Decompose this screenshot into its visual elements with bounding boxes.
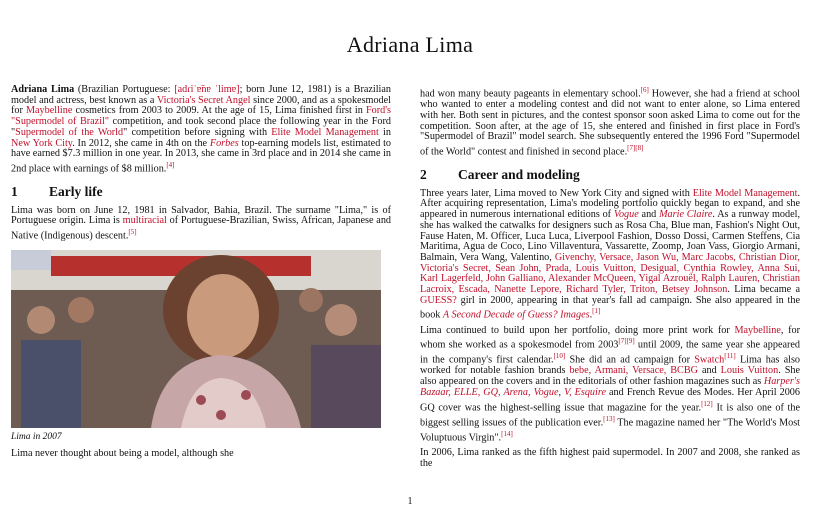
p2-text-1: Three years later, Lima moved to New York City and signed with [420,187,693,199]
intro-text-4: cosmetics from 2003 to 2009. At the age of 15, Lima finished first in [72,105,366,117]
citation[interactable]: [11] [724,352,736,361]
p3-text-2: , for whom she worked as a spokesmodel from 2003 [420,324,800,351]
link-louis-vuitton[interactable]: Louis Vuitton [720,365,779,377]
citation[interactable]: [13] [603,414,615,423]
p2-text-6: girl in 2000, appearing in that year's fall ad campaign. She also appeared in the book [420,294,800,321]
link-marie-claire[interactable]: Marie Claire [659,209,713,221]
section-number: 2 [420,167,427,182]
career-paragraph-1 [420,189,800,322]
citation[interactable]: [1] [592,307,601,316]
citation[interactable]: [7][8] [627,143,644,152]
p3-text-8: , [558,386,565,398]
link-v-esquire[interactable]: V, Esquire [564,386,606,398]
link-multiracial[interactable]: multiracial [122,215,167,227]
p3-text-10: It is also one of the biggest selling issues of the publication ever. [420,401,800,429]
citation[interactable]: [14] [501,429,513,438]
right-column [420,85,800,473]
citation[interactable]: [10] [553,352,566,361]
photo-adriana-lima [11,250,381,428]
intro-text-6: " competition before signing with [123,126,272,138]
citation[interactable]: [7][9] [618,337,635,346]
link-elite[interactable]: Elite Model Management [692,187,798,199]
link-swatch[interactable]: Swatch [694,354,725,366]
career-paragraph-3: In 2006, Lima ranked as the fifth highest paid supermodel. In 2007 and 2008, she ranked as the [420,446,800,469]
citation[interactable]: [12] [701,399,713,408]
intro-text-1: (Brazilian Portuguese: [74,84,175,95]
photo-illustration [11,250,381,428]
link-guess[interactable]: GUESS? [420,294,457,306]
link-victorias-secret-angel[interactable]: Victoria's Secret Angel [156,94,251,106]
p3-text-6: and [698,365,721,377]
section-number: 1 [11,184,18,200]
link-maybelline-2[interactable]: Maybelline [734,324,781,336]
early-life-paragraph [11,206,391,243]
early-text-2: of Portuguese-Brazilian, Swiss, African, Japanese and Native (Indigenous) descent. [11,215,392,242]
early-text-1: Lima was born on June 12, 1981 in Salvador, Bahia, Brazil. The surname "Lima," is of Portuguese origin. Lima is [11,204,391,227]
link-second-decade[interactable]: A Second Decade of Guess? Images [442,309,590,321]
citation[interactable]: [5] [128,228,137,237]
p3-text-5: Lima has also worked for notable fashion brands [420,354,801,377]
career-paragraph-2 [420,326,800,444]
left-column [11,85,391,464]
p1-text-2: However, she had a friend at school who wanted to enter a modeling contest and did not want to enter alone, so Lima entered with her. Both sent in pictures, and the contest sponsor soon asked Lima to come out for the competition. Soon after, at the age of 15, she entered and finished in first place in Ford's "Supermodel of Brazil" model search. She subsequently entered the 1996 Ford "Supermodel of the World" contest and finished in second place. [420,88,800,158]
link-brands[interactable]: bebe, Armani, Versace, BCBG [569,365,699,377]
intro-text-7: in [378,126,391,138]
p2-text-5: . Lima became a [727,284,800,296]
intro-text-8: . In 2012, she came in 4th on the [72,137,210,149]
section-title: Early life [49,184,103,200]
photo-caption: Lima in 2007 [11,432,62,443]
left-last-line: Lima never thought about being a model, although she [11,447,234,459]
section-title: Career and modeling [458,167,580,182]
intro-text-2: ; born June 12, 1981) is a Brazilian model and actress, best known as a [11,84,391,106]
intro-text-3: since 2000, and as a spokesmodel for [11,94,392,117]
intro-text-9: top-earning models list, estimated to have earned $7.3 million in one year. In 2013, she came in 3rd place and in 2014 she came in 2nd place with earnings of $8 million. [11,137,391,175]
section-heading-career [420,167,800,182]
section-heading-early-life [11,184,391,200]
page-title: Adriana Lima [346,32,474,57]
p2-text-4: . As a runway model, she has walked the catwalks for designers such as Rosa Cha, Blue man, Fashion's Night Out, Fause Haten, M. Officer, Luca Luca, Liverpool Fashion, Dosso Dossi, Carmen Steffens, Cia Maritima, Agua de Coco, Lino Villaventura, Vassarette, Zoomp, Joan Vass, Giorgio Armani, Balmain, Vera Wang, Valentino, [420,209,800,263]
link-designers[interactable]: Givenchy, Versace, Jason Wu, Marc Jacobs, Christian Dior, Victoria's Secret, Sean John, Prada, Louis Vuitton, Desigual, Cynthia Rowley, Anna Sui, Karl Lagerfeld, John Galliano, Alexander McQueen, Yigal Azrouël, Ralph Lauren, Christian Lacroix, Escada, Nanette Lepore, Richard Tyler, Triton, Betsey Johnson [420,251,800,296]
intro-ipa[interactable]: [adɾiˈɐ̃nɐ ˈlimɐ] [174,84,240,95]
link-magazines[interactable]: Harper's Bazaar, ELLE, GQ, Arena, Vogue [420,376,800,398]
p2-text-2: . After acquiring representation, Lima's modeling portfolio quickly began to expand, and she appeared in numerous international editions of [420,187,801,221]
p2-text-3: and [638,209,660,221]
link-vogue[interactable]: Vogue [613,209,639,221]
continuation-paragraph [420,85,800,158]
intro-paragraph [11,85,391,175]
p3-text-11: The magazine named her "The World's Most Voluptuous Virgin". [420,417,800,444]
link-supermodel-world[interactable]: Supermodel of the World [15,126,124,138]
p3-text-4: She did an ad campaign for [565,354,695,366]
link-elite-model-management[interactable]: Elite Model Management [271,126,379,138]
citation[interactable]: [4] [166,160,175,169]
p3-text-3: until 2009, the same year she appeared in the company's first calendar. [420,339,800,366]
link-ford-supermodel-brazil[interactable]: Ford's "Supermodel of Brazil" [11,105,391,128]
page-number: 1 [407,496,413,507]
p3-text-7: . She also appeared on the covers and in the editorials of other fashion magazines such as [420,365,800,388]
link-new-york-city[interactable]: New York City [11,137,73,149]
link-maybelline[interactable]: Maybelline [25,105,73,117]
p3-text-1: Lima continued to build upon her portfolio, doing more print work for [420,324,735,336]
p3-text-9: and French Revue des Modes. Her April 2006 GQ cover was the highest-selling issue that magazine for the year. [420,386,800,413]
link-forbes[interactable]: Forbes [209,137,239,149]
p1-text-1: had won many beauty pageants in elementary school. [420,88,641,100]
p2-text-7: . [589,309,593,321]
intro-text-5: competition, and took second place the following year in the Ford " [11,116,391,138]
intro-name: Adriana Lima [11,84,75,95]
citation[interactable]: [6] [640,86,649,94]
